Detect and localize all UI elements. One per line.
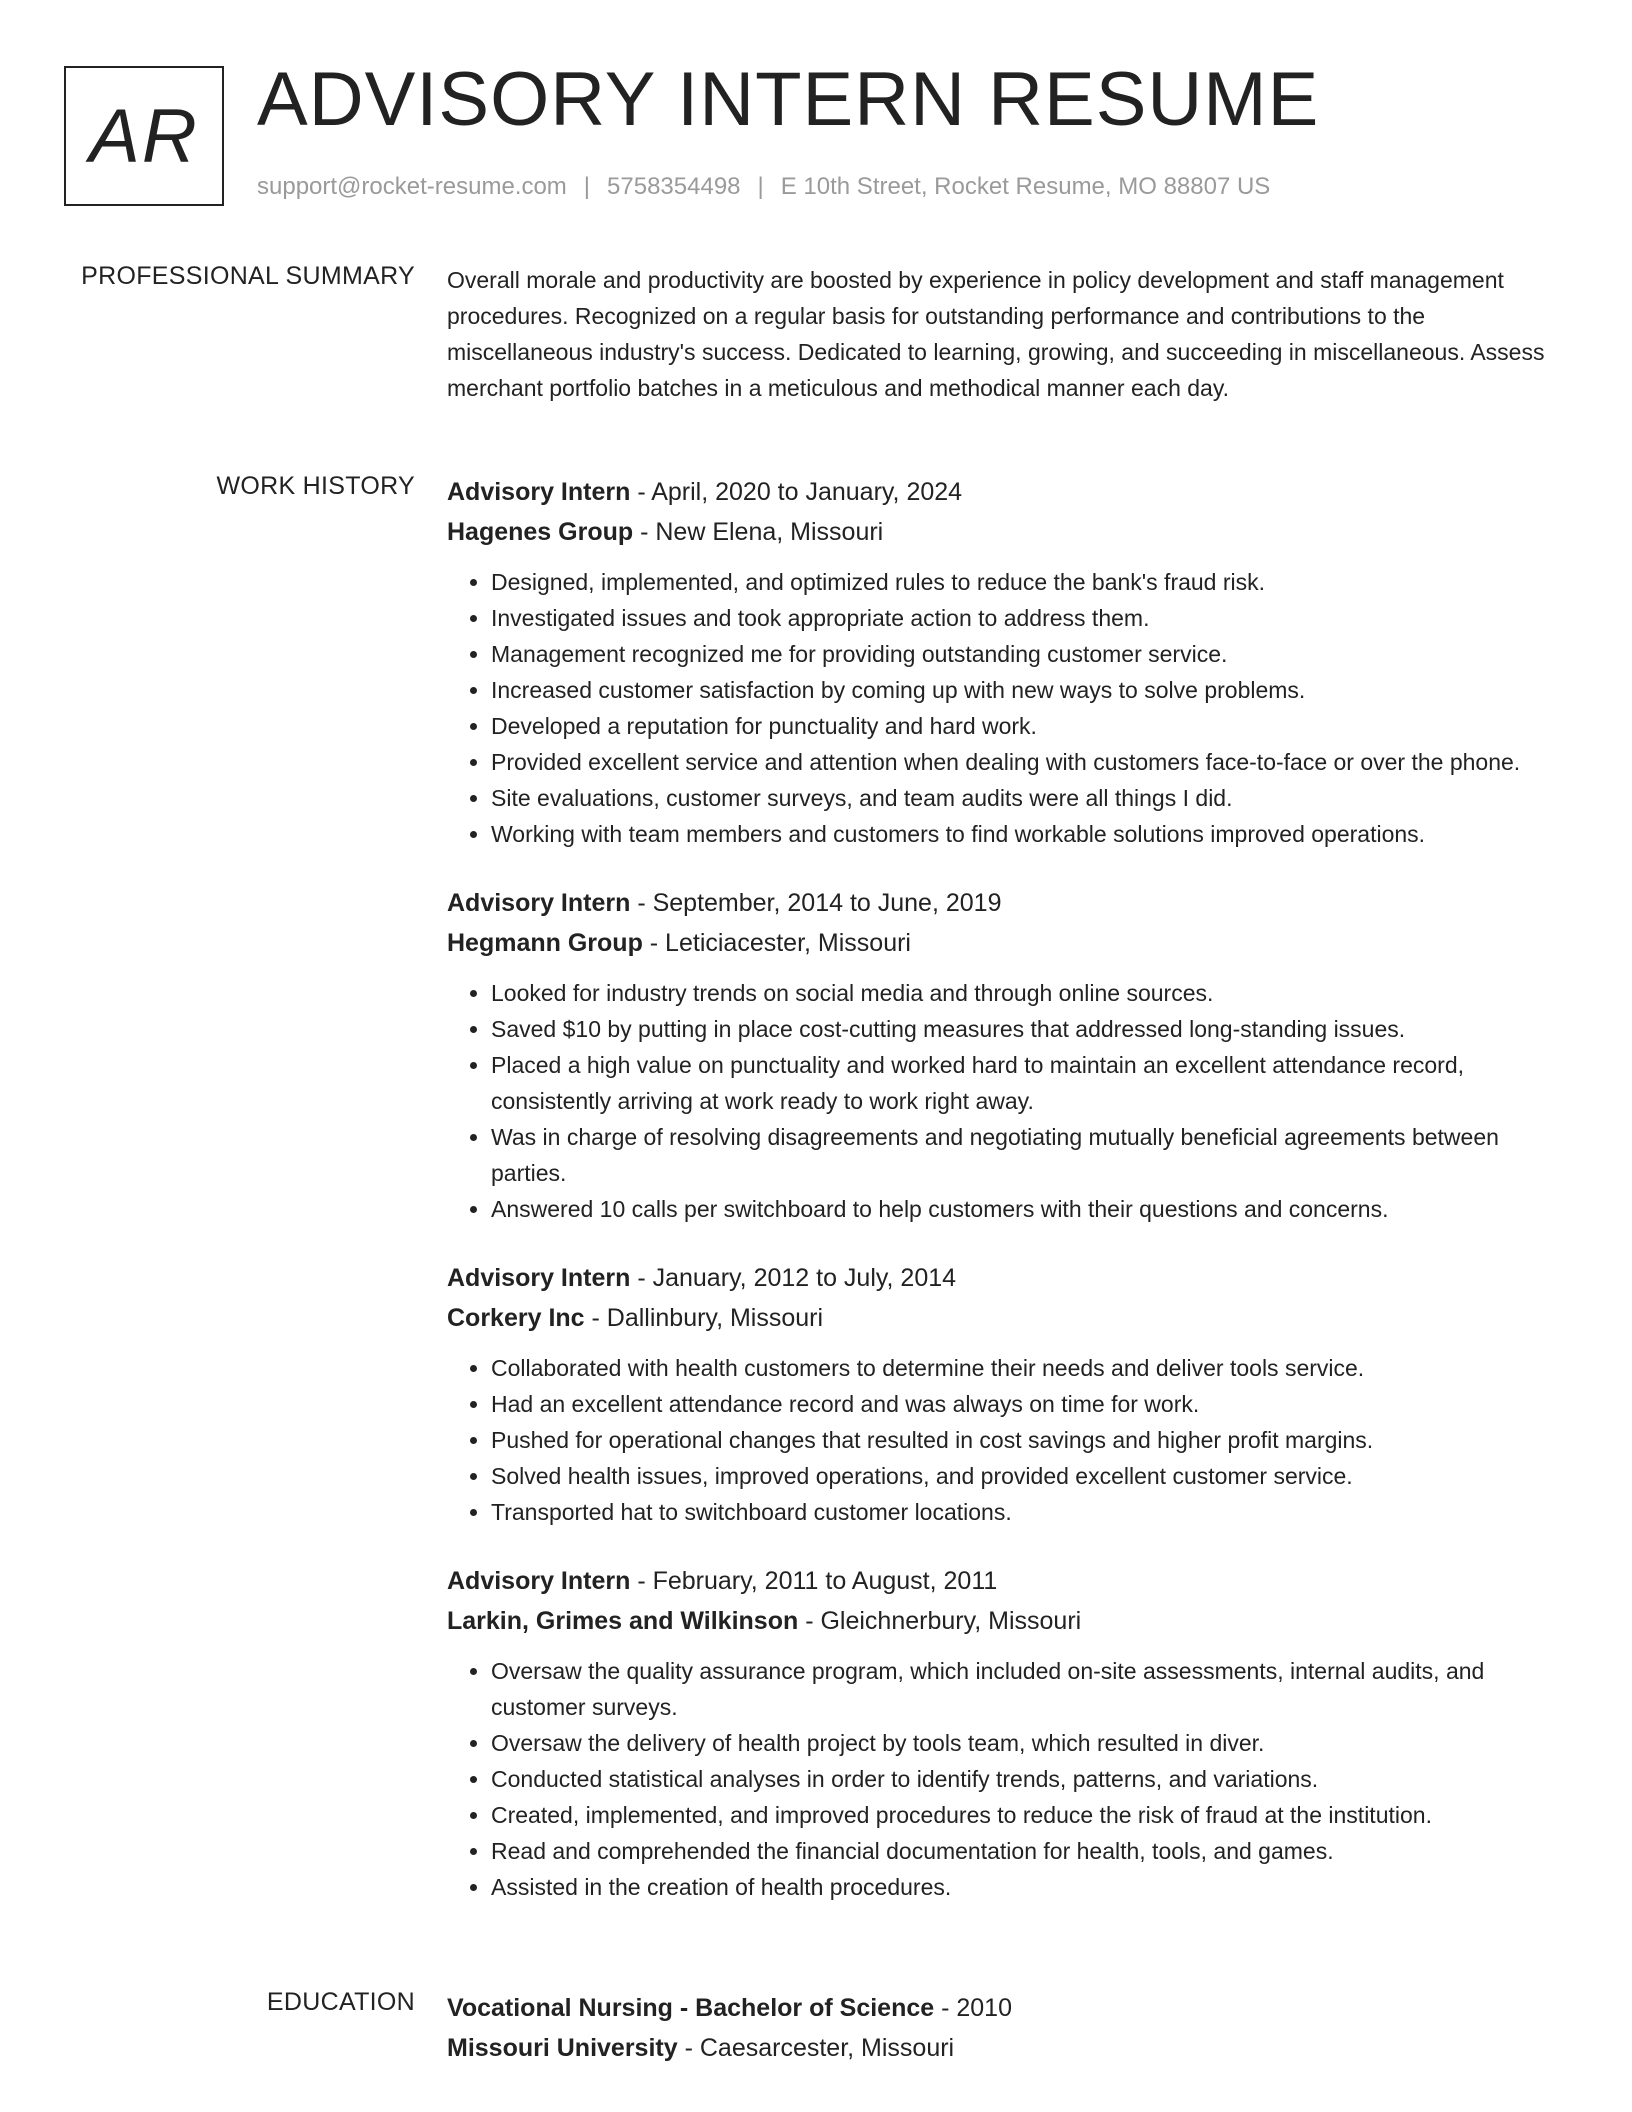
job-bullet-list [447,564,1567,852]
education-school: Missouri University [447,2034,678,2062]
job-bullet: • Oversaw the quality assurance program, which included on-site assessments, internal audits, and customer surveys. [491,1653,1567,1725]
education-degree-line [447,1988,1567,2028]
job-company: Hegmann Group [447,929,643,957]
monogram-initials: AR [89,93,199,179]
section-label-work-history: WORK HISTORY [216,472,415,500]
job-bullet: • Was in charge of resolving disagreements and negotiating mutually beneficial agreements between parties. [491,1119,1567,1191]
job-title: Advisory Intern [447,889,631,917]
job-location: - Leticiacester, Missouri [642,929,911,957]
job-bullet: • Saved $10 by putting in place cost-cutting measures that addressed long-standing issues. [491,1011,1567,1047]
job-bullet: • Transported hat to switchboard customer locations. [491,1494,1567,1530]
job-dates: - September, 2014 to June, 2019 [630,889,1002,917]
education-year: - 2010 [934,1994,1012,2022]
contact-line [257,173,1270,201]
job-dates: - April, 2020 to January, 2024 [630,478,963,506]
job-company-line [447,1298,1567,1338]
job-bullet: • Read and comprehended the financial documentation for health, tools, and games. [491,1833,1567,1869]
job-title-line [447,1258,1567,1298]
summary-body [447,262,1567,406]
job-bullet: • Assisted in the creation of health procedures. [491,1869,1567,1905]
contact-address: E 10th Street, Rocket Resume, MO 88807 US [780,173,1271,200]
job-company: Corkery Inc [447,1304,585,1332]
education-body [447,1988,1567,2099]
job-title-line [447,472,1567,512]
job-entry [447,1258,1567,1530]
section-label-education: EDUCATION [266,1988,415,2016]
job-entry [447,1561,1567,1905]
work-history-body [447,472,1567,1936]
job-title: Advisory Intern [447,1567,631,1595]
job-entry [447,472,1567,852]
job-bullet: • Pushed for operational changes that resulted in cost savings and higher profit margins. [491,1422,1567,1458]
job-entry [447,883,1567,1227]
education-entry [447,1988,1567,2068]
job-bullet: • Collaborated with health customers to determine their needs and deliver tools service. [491,1350,1567,1386]
section-label-summary: PROFESSIONAL SUMMARY [81,262,415,290]
job-company-line [447,1601,1567,1641]
job-bullet: • Placed a high value on punctuality and worked hard to maintain an excellent attendance record, consistently arriving at work ready to work right away. [491,1047,1567,1119]
job-bullet: • Developed a reputation for punctuality and hard work. [491,708,1567,744]
job-bullet: • Management recognized me for providing outstanding customer service. [491,636,1567,672]
education-school-line [447,2028,1567,2068]
job-bullet: • Solved health issues, improved operations, and provided excellent customer service. [491,1458,1567,1494]
monogram-box [64,66,224,206]
job-bullet: • Site evaluations, customer surveys, and team audits were all things I did. [491,780,1567,816]
job-bullet: • Conducted statistical analyses in order to identify trends, patterns, and variations. [491,1761,1567,1797]
job-bullet: • Increased customer satisfaction by coming up with new ways to solve problems. [491,672,1567,708]
job-bullet: • Provided excellent service and attention when dealing with customers face-to-face or over the phone. [491,744,1567,780]
job-company: Hagenes Group [447,518,634,546]
job-dates: - January, 2012 to July, 2014 [630,1264,957,1292]
job-dates: - February, 2011 to August, 2011 [630,1567,998,1595]
job-company-line [447,512,1567,552]
job-title-line [447,883,1567,923]
job-bullet: • Looked for industry trends on social media and through online sources. [491,975,1567,1011]
job-title-line [447,1561,1567,1601]
contact-separator: | [583,173,591,200]
job-company: Larkin, Grimes and Wilkinson [447,1607,799,1635]
job-location: - Gleichnerbury, Missouri [798,1607,1082,1635]
job-bullet: • Working with team members and customers to find workable solutions improved operations. [491,816,1567,852]
job-bullet: • Had an excellent attendance record and was always on time for work. [491,1386,1567,1422]
contact-phone[interactable]: 5758354498 [607,173,741,200]
resume-title: ADVISORY INTERN RESUME [257,57,1320,142]
contact-separator: | [757,173,764,200]
summary-text: Overall morale and productivity are boosted by experience in policy development and staff management procedures. Recognized on a regular basis for outstanding performance and contributions to the miscellaneous industry's success. Dedicated to learning, growing, and succeeding in miscellaneous. Assess merchant portfolio batches in a meticulous and methodical manner each day. [447,267,1545,401]
job-company-line [447,923,1567,963]
job-bullet: • Answered 10 calls per switchboard to help customers with their questions and concerns. [491,1191,1567,1227]
job-bullet-list [447,975,1567,1227]
education-location: - Caesarcester, Missouri [677,2034,955,2062]
job-location: - New Elena, Missouri [633,518,884,546]
job-title: Advisory Intern [447,478,631,506]
job-bullet: • Investigated issues and took appropriate action to address them. [491,600,1567,636]
job-bullet-list [447,1350,1567,1530]
job-location: - Dallinbury, Missouri [584,1304,824,1332]
contact-email[interactable]: support@rocket-resume.com [257,173,567,200]
job-title: Advisory Intern [447,1264,631,1292]
job-bullet: • Created, implemented, and improved procedures to reduce the risk of fraud at the institution. [491,1797,1567,1833]
job-bullet-list [447,1653,1567,1905]
job-bullet: • Oversaw the delivery of health project by tools team, which resulted in diver. [491,1725,1567,1761]
job-bullet: • Designed, implemented, and optimized rules to reduce the bank's fraud risk. [491,564,1567,600]
education-degree: Vocational Nursing - Bachelor of Science [447,1994,935,2022]
